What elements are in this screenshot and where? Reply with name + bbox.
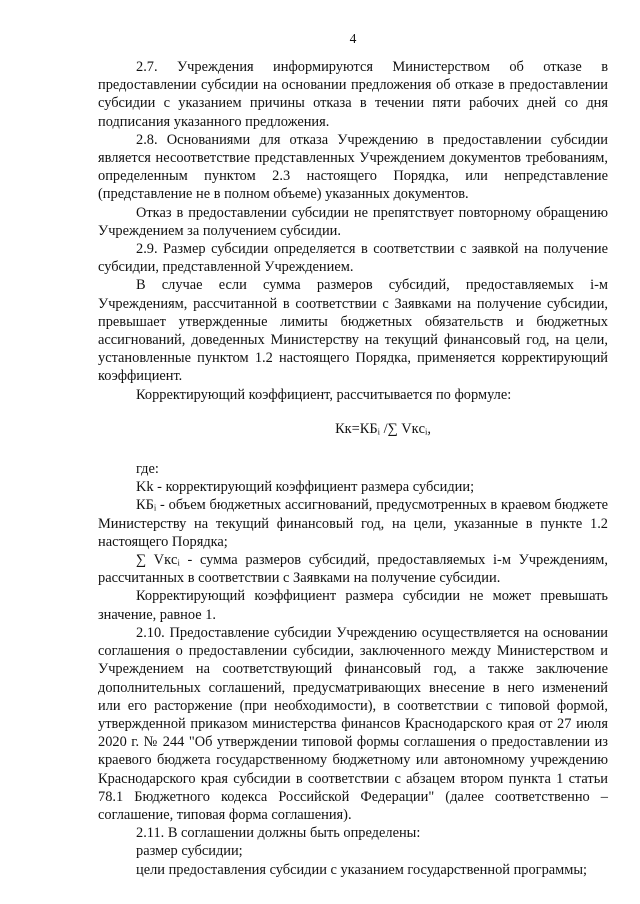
paragraph-limits-case: В случае если сумма размеров субсидий, предоставляемых i-м Учреждениям, рассчитанной в соответствии с Заявками на получение субсидии, превышает утвержденные лимиты бюджетных обязательств и бюджетных ассигнований, доведенных Министерству на текущий финансовый год, на цели, установленные пунктом 1.2 настоящего Порядка, применяется корректирующий коэффициент.: [98, 277, 608, 385]
paragraph-2-10: 2.10. Предоставление субсидии Учреждению осуществляется на основании соглашения о предоставлении субсидии, заключенного между Министерством и Учреждением на соответствующий финансовый год, а также заключение дополнительных соглашений, предусматривающих внесение в него изменений или его расторжение (при необходимости), в соответствии с типовой формой, утвержденной приказом министерства финансов Краснодарского края от 27 июля 2020 г. № 244 "Об утверждении типовой формы соглашения о предоставлении из краевого бюджета государственному бюджетному или автономному учреждению Краснодарского края субсидии в соответствии с абзацем втором пункта 1 статьи 78.1 Бюджетного кодекса Российской Федерации" (далее соответственно – соглашение, типовая форма соглашения).: [98, 624, 608, 823]
paragraph-where: где:: [136, 461, 159, 478]
paragraph-2-9: 2.9. Размер субсидии определяется в соответствии с заявкой на получение субсидии, представленной Учреждением.: [98, 241, 608, 276]
document-body: [98, 58, 608, 879]
paragraph-def-sum: ∑ Vкcᵢ - сумма размеров субсидий, предоставляемых i-м Учреждениям, рассчитанных в соответствии с Заявками на получение субсидии.: [98, 552, 608, 587]
paragraph-formula-intro: Корректирующий коэффициент, рассчитывается по формуле:: [136, 386, 512, 403]
list-item-subsidy-size: размер субсидии;: [136, 843, 243, 860]
paragraph-2-11: 2.11. В соглашении должны быть определены:: [136, 825, 421, 842]
page-number: 4: [349, 31, 357, 46]
paragraph-refusal-note: Отказ в предоставлении субсидии не препятствует повторному обращению Учреждением за получением субсидии.: [98, 204, 608, 239]
paragraph-coefficient-limit: Корректирующий коэффициент размера субсидии не может превышать значение, равное 1.: [98, 588, 608, 623]
paragraph-def-kk: Kk - корректирующий коэффициент размера субсидии;: [136, 479, 475, 496]
paragraph-2-8: 2.8. Основаниями для отказа Учреждению в предоставлении субсидии является несоответствие представленных Учреждением документов требованиям, определенным пунктом 2.3 настоящего Порядка, или непредставление (представление не в полном объеме) указанных документов.: [98, 131, 608, 203]
coefficient-formula: Кк=КБᵢ /∑ Vкcᵢ,: [335, 420, 431, 437]
paragraph-2-7: 2.7. Учреждения информируются Министерством об отказе в предоставлении субсидии на основании предложения об отказе в предоставлении субсидии с указанием причины отказа в течении пяти рабочих дней со дня подписания указанного предложения.: [98, 59, 608, 130]
paragraph-def-kb: КБᵢ - объем бюджетных ассигнований, предусмотренных в краевом бюджете Министерству на текущий финансовый год, на цели, указанные в пункте 1.2 настоящего Порядка;: [98, 497, 608, 550]
list-item-subsidy-goals: цели предоставления субсидии с указанием государственной программы;: [136, 861, 588, 878]
